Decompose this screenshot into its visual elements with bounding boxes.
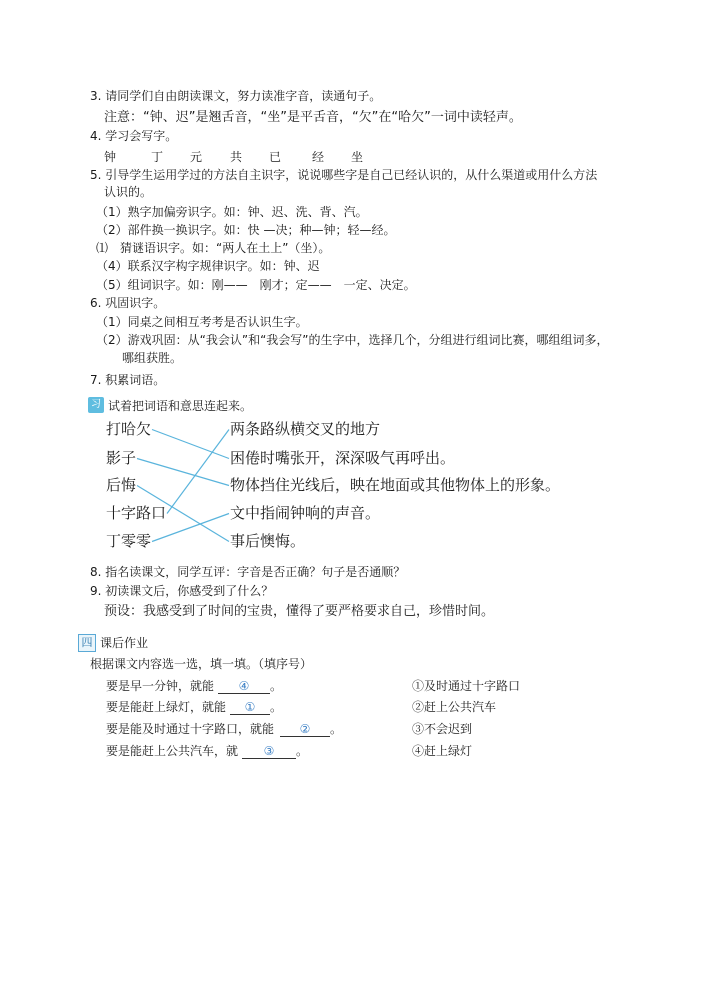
match-line bbox=[137, 459, 229, 486]
option-item: ③不会迟到 bbox=[412, 722, 473, 736]
match-word: 十字路口 bbox=[106, 504, 167, 522]
match-meaning: 物体挡住光线后，映在地面或其他物体上的形象。 bbox=[230, 476, 561, 494]
section-6-heading: 6. 巩固识字。 bbox=[90, 296, 166, 310]
answer-blank[interactable]: ② bbox=[280, 723, 330, 737]
write-char: 共 bbox=[230, 150, 243, 164]
section-9-answer: 预设：我感受到了时间的宝贵，懂得了要严格要求自己，珍惜时间。 bbox=[104, 604, 495, 619]
match-meaning: 事后懊悔。 bbox=[230, 532, 306, 550]
section-6-item: （2）游戏巩固：从“我会认”和“我会写”的生字中，选择几个，分组进行组词比赛，哪组组词多， bbox=[96, 333, 609, 347]
write-char: 丁 bbox=[151, 150, 164, 164]
answer-blank[interactable]: ① bbox=[230, 701, 270, 715]
write-char: 已 bbox=[269, 150, 282, 164]
section-7-heading: 7. 积累词语。 bbox=[90, 373, 166, 387]
option-item: ①及时通过十字路口 bbox=[412, 679, 521, 693]
write-char: 坐 bbox=[351, 150, 364, 164]
write-char: 元 bbox=[190, 150, 203, 164]
match-word: 影子 bbox=[106, 449, 137, 467]
section-5-item: （4）联系汉字构字规律识字。如：钟、迟 bbox=[96, 259, 320, 273]
match-word: 打哈欠 bbox=[106, 420, 152, 438]
fill-row-text: 要是能赶上绿灯，就能 bbox=[106, 700, 227, 714]
match-line bbox=[152, 430, 229, 459]
match-word: 后悔 bbox=[106, 476, 137, 494]
fill-row-text: 要是早一分钟，就能 bbox=[106, 679, 215, 693]
fill-row-text: 要是能赶上公共汽车，就 bbox=[106, 744, 239, 758]
section-6-item: （1）同桌之间相互考考是否认识生字。 bbox=[96, 315, 308, 329]
option-item: ②赶上公共汽车 bbox=[412, 700, 497, 714]
fill-row-end: 。 bbox=[330, 722, 343, 736]
match-meaning: 两条路纵横交叉的地方 bbox=[230, 420, 381, 438]
match-meaning: 文中指闹钟响的声音。 bbox=[230, 504, 381, 522]
fill-row bbox=[106, 745, 308, 759]
fill-row bbox=[106, 701, 282, 715]
fill-row-end: 。 bbox=[270, 700, 283, 714]
section-3-note: 注意：“钟、迟”是翘舌音，“坐”是平舌音，“欠”在“哈欠”一词中读轻声。 bbox=[104, 110, 522, 125]
exercise-icon: 习 bbox=[88, 397, 104, 413]
section-5-heading: 5. 引导学生运用学过的方法自主识字，说说哪些字是自己已经认识的，从什么渠道或用什么方法 bbox=[90, 168, 598, 182]
section-5-heading-cont: 认识的。 bbox=[104, 185, 153, 199]
fill-row-end: 。 bbox=[296, 744, 309, 758]
section-5-item: （2）部件换一换识字。如：快 —决；种—钟；轻—经。 bbox=[96, 223, 396, 237]
section-9-heading: 9. 初读课文后，你感受到了什么？ bbox=[90, 584, 274, 598]
fill-row bbox=[106, 723, 342, 737]
option-item: ④赶上绿灯 bbox=[412, 744, 473, 758]
section-5-item: （5）组词识字。如：刚—— 刚才；定—— 一定、决定。 bbox=[96, 278, 416, 292]
homework-title: 课后作业 bbox=[100, 636, 149, 650]
answer-blank[interactable]: ③ bbox=[242, 745, 296, 759]
match-line bbox=[167, 430, 229, 514]
fill-row-text: 要是能及时通过十字路口，就能 bbox=[106, 722, 275, 736]
section-6-item-cont: 哪组获胜。 bbox=[122, 351, 183, 365]
section-5-item: ⑴ 猜谜语识字。如：“两人在土上”（坐）。 bbox=[96, 241, 331, 255]
section-8-heading: 8. 指名读课文，同学互评：字音是否正确？句子是否通顺？ bbox=[90, 565, 406, 579]
match-meaning: 困倦时嘴张开，深深吸气再呼出。 bbox=[230, 449, 456, 467]
homework-instruction: 根据课文内容选一选，填一填。（填序号） bbox=[90, 657, 313, 671]
write-char: 钟 bbox=[104, 150, 117, 164]
fill-row bbox=[106, 680, 282, 694]
exercise-prompt: 试着把词语和意思连起来。 bbox=[108, 399, 253, 413]
write-char: 经 bbox=[312, 150, 325, 164]
section-4-heading: 4. 学习会写字。 bbox=[90, 129, 178, 143]
section-3-heading: 3. 请同学们自由朗读课文，努力读准字音，读通句子。 bbox=[90, 89, 382, 103]
answer-blank[interactable]: ④ bbox=[218, 680, 270, 694]
match-word: 丁零零 bbox=[106, 532, 152, 550]
section-badge: 四 bbox=[78, 634, 96, 652]
section-5-item: （1）熟字加偏旁识字。如：钟、迟、洗、背、汽。 bbox=[96, 205, 368, 219]
fill-row-end: 。 bbox=[270, 679, 283, 693]
